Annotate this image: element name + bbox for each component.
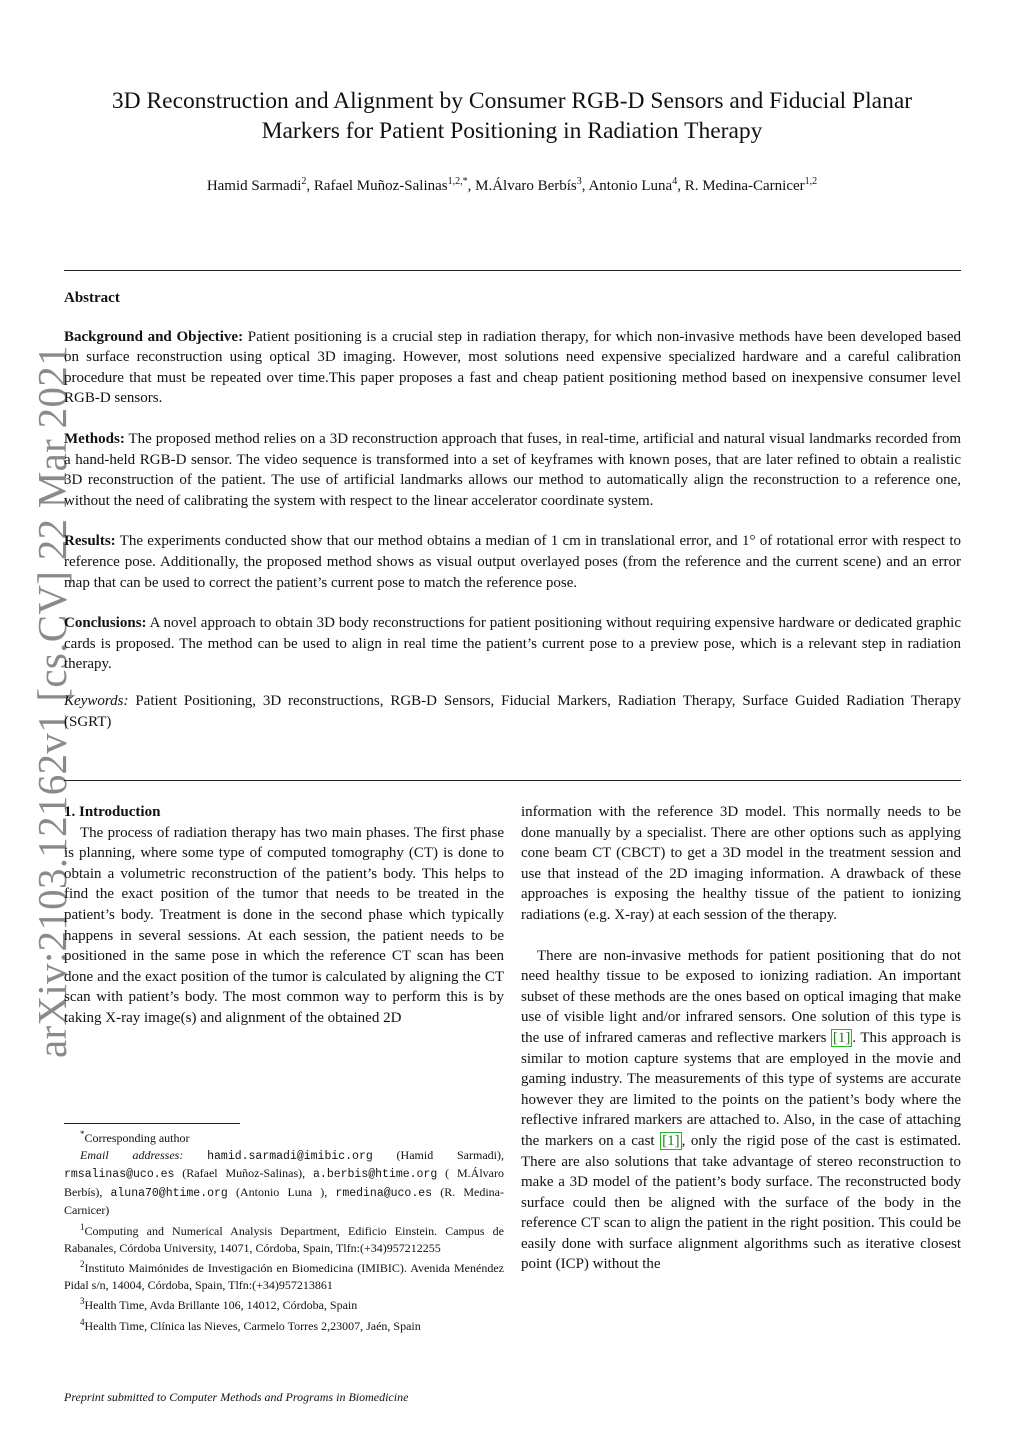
left-column bbox=[64, 802, 504, 1029]
email-owner: (R. Medina-Carnicer) bbox=[64, 1184, 505, 1218]
paper-title bbox=[40, 86, 984, 146]
email-address: rmsalinas@uco.es bbox=[64, 1168, 175, 1182]
footnote-affiliation-1 bbox=[64, 1219, 504, 1256]
footnote-affiliation-3 bbox=[64, 1293, 504, 1314]
author-affiliation: 3 bbox=[576, 176, 582, 187]
email-address: aluna70@htime.org bbox=[110, 1186, 228, 1200]
abstract-results bbox=[64, 531, 961, 593]
email-owner: ( M.Álvaro Berbís), bbox=[64, 1166, 504, 1199]
top-rule bbox=[64, 270, 961, 271]
author-affiliation: 1,2 bbox=[804, 176, 818, 187]
author-affiliation: 4 bbox=[672, 176, 678, 187]
methods-text: The proposed method relies on a 3D reconstruction approach that fuses, in real-time, artificial and natural visual landmarks recorded from a hand-held RGB-D sensor. The video sequence is transformed into a set of keyframes with known poses, that are later refined to obtain a realistic 3D reconstruction of the patient. The use of artificial landmarks allows our method to automatically align the reconstruction to a reference one, without the need of calibrating the system with respect to the linear accelerator coordinate system. bbox=[64, 430, 961, 509]
results-label: Results: bbox=[64, 533, 116, 550]
author-list bbox=[40, 172, 984, 196]
keywords-text: Patient Positioning, 3D reconstructions, RGB-D Sensors, Fiducial Markers, Radiation Therapy, Surface Guided Radiation Therapy (SGRT) bbox=[64, 692, 961, 730]
footnote-emails bbox=[64, 1147, 504, 1219]
section-heading-introduction: 1. Introduction bbox=[64, 804, 161, 820]
email-address: rmedina@uco.es bbox=[335, 1186, 433, 1200]
footnote-mark: 2 bbox=[80, 1259, 85, 1270]
author-name: Antonio Luna bbox=[588, 178, 673, 194]
author-separator: , bbox=[677, 178, 685, 194]
background-label: Background and Objective: bbox=[64, 328, 244, 345]
keywords-label: Keywords: bbox=[64, 692, 129, 709]
author-separator: , bbox=[306, 178, 314, 194]
conclusions-label: Conclusions: bbox=[64, 615, 147, 632]
author-name: M.Álvaro Berbís bbox=[475, 178, 577, 194]
footnote-corresponding bbox=[64, 1126, 504, 1147]
intro-paragraph-2-part-c: , only the rigid pose of the cast is estimated. There are also solutions that take advantage of stereo reconstruction to make a 3D model of the patient’s body surface. The reconstructed body surface could then be aligned with the surface of the body in the reference CT scan to align the patient in the right position. This could be easily done with surface alignment algorithms such as iterative closest point (ICP) without the bbox=[521, 1132, 961, 1273]
author-name: R. Medina-Carnicer bbox=[684, 178, 805, 194]
email-address: a.berbis@htime.org bbox=[313, 1168, 438, 1182]
abstract-keywords bbox=[64, 691, 961, 732]
author-name: Hamid Sarmadi bbox=[206, 178, 302, 194]
footnotes bbox=[64, 1126, 504, 1335]
footnote-mark: * bbox=[80, 1129, 85, 1139]
title-line-2: Markers for Patient Positioning in Radiation Therapy bbox=[261, 118, 763, 144]
footnote-mark: 1 bbox=[80, 1221, 85, 1232]
email-address: hamid.sarmadi@imibic.org bbox=[207, 1149, 373, 1163]
intro-paragraph-2-part-a: There are non-invasive methods for patient positioning that do not need healthy tissue to be exposed to ionizing radiation. An important subset of these methods are the ones based on optical imaging that make use of visible light and/or infrared sensors. One solution of this type is the use of infrared cameras and reflective markers bbox=[521, 947, 961, 1046]
affiliation-text: Health Time, Clínica las Nieves, Carmelo Torres 2,23007, Jaén, Spain bbox=[84, 1318, 421, 1333]
conclusions-text: A novel approach to obtain 3D body reconstructions for patient positioning without requiring expensive hardware or dedicated graphic cards is proposed. The method can be used to align in real time the patient’s current pose to a preview pose, which is a relevant step in radiation therapy. bbox=[64, 615, 961, 673]
author-affiliation: 2 bbox=[301, 176, 307, 187]
methods-label: Methods: bbox=[64, 430, 125, 447]
citation-link[interactable]: [1] bbox=[662, 1132, 680, 1149]
intro-paragraph-1: The process of radiation therapy has two main phases. The first phase is planning, where some type of computed tomography (CT) is done to obtain a volumetric reconstruction of the patient’s body. This helps to find the exact position of the tumor that needs to be treated in the patient’s body. Treatment is done in the second phase which typically happens in several sessions. At each session, the patient needs to be positioned in the same pose in which the reference CT scan has been done and the exact position of the tumor is calculated by aligning the CT scan with patient’s body. The most common way to perform this is by taking X-ray image(s) and alignment of the obtained 2D bbox=[64, 824, 504, 1026]
abstract-conclusions bbox=[64, 613, 961, 675]
author-separator: , bbox=[467, 178, 476, 194]
email-owner: (Rafael Muñoz-Salinas), bbox=[174, 1166, 314, 1181]
background-text: Patient positioning is a crucial step in radiation therapy, for which non-invasive methods have been developed based on surface reconstruction using optical 3D imaging. However, most solutions need expensive specialized hardware and a careful calibration procedure that must be repeated over time.This paper proposes a fast and cheap patient positioning method based on inexpensive consumer level RGB-D sensors. bbox=[64, 328, 961, 407]
affiliation-text: Health Time, Avda Brillante 106, 14012, Córdoba, Spain bbox=[84, 1298, 358, 1313]
email-owner: (Hamid Sarmadi), bbox=[372, 1147, 504, 1162]
corresponding-author-note: Corresponding author bbox=[84, 1131, 190, 1145]
abstract-methods bbox=[64, 429, 961, 511]
intro-paragraph-2 bbox=[521, 946, 961, 1276]
author-affiliation: 1,2,* bbox=[447, 176, 468, 187]
footnote-rule bbox=[64, 1123, 240, 1124]
intro-paragraph-2-part-b: . This approach is similar to motion capture systems that are employed in the movie and gaming industry. The measurements of this type of systems are accurate however they are limited to the points on the patient’s body where the reflective infrared markers are attached to. Also, in the case of attaching the markers on a cast bbox=[521, 1029, 961, 1149]
abstract-bottom-rule bbox=[64, 780, 961, 781]
author-name: Rafael Muñoz-Salinas bbox=[313, 178, 448, 194]
citation-link[interactable]: [1] bbox=[832, 1029, 851, 1046]
abstract-section bbox=[64, 288, 961, 752]
affiliation-text: Computing and Numerical Analysis Department, Edificio Einstein. Campus de Rabanales, Córdoba University, 14071, Córdoba, Spain, Tlfn:(+34)957212255 bbox=[64, 1223, 504, 1255]
intro-paragraph-continued: information with the reference 3D model. This normally needs to be done manually by a specialist. There are other options such as applying cone beam CT (CBCT) to get a 3D model in the treatment session and use that instead of the 2D imaging information. A drawback of these approaches is exposing the healthy tissue of the patient to ionizing radiations (e.g. X-ray) at each session of the therapy. bbox=[521, 804, 961, 923]
preprint-note: Preprint submitted to Computer Methods and Programs in Biomedicine bbox=[64, 1390, 409, 1404]
author-separator: , bbox=[581, 178, 589, 194]
footnote-mark: 3 bbox=[80, 1296, 85, 1307]
footnote-mark: 4 bbox=[80, 1316, 85, 1327]
email-label: Email addresses: bbox=[80, 1147, 208, 1162]
abstract-background bbox=[64, 327, 961, 409]
right-column bbox=[521, 802, 961, 1275]
arxiv-identifier-stamp: arXiv:2103.12162v1 [cs.CV] 22 Mar 2021 bbox=[29, 345, 75, 1058]
footnote-affiliation-2 bbox=[64, 1256, 504, 1293]
abstract-heading: Abstract bbox=[64, 290, 120, 306]
affiliation-text: Instituto Maimónides de Investigación en Biomedicina (IMIBIC). Avenida Menéndez Pidal s/n, 14004, Córdoba, Spain, Tlfn:(+34)957213861 bbox=[64, 1261, 504, 1292]
results-text: The experiments conducted show that our method obtains a median of 1 cm in translational error, and 1° of rotational error with respect to reference pose. Additionally, the proposed method shows as visual output overlayed poses (from the reference and the current scene) and an error map that can be used to correct the patient’s current pose to match the reference pose. bbox=[64, 533, 961, 591]
footnote-affiliation-4 bbox=[64, 1314, 504, 1335]
title-line-1: 3D Reconstruction and Alignment by Consumer RGB-D Sensors and Fiducial Planar bbox=[111, 88, 913, 114]
email-owner: (Antonio Luna ), bbox=[227, 1184, 328, 1199]
